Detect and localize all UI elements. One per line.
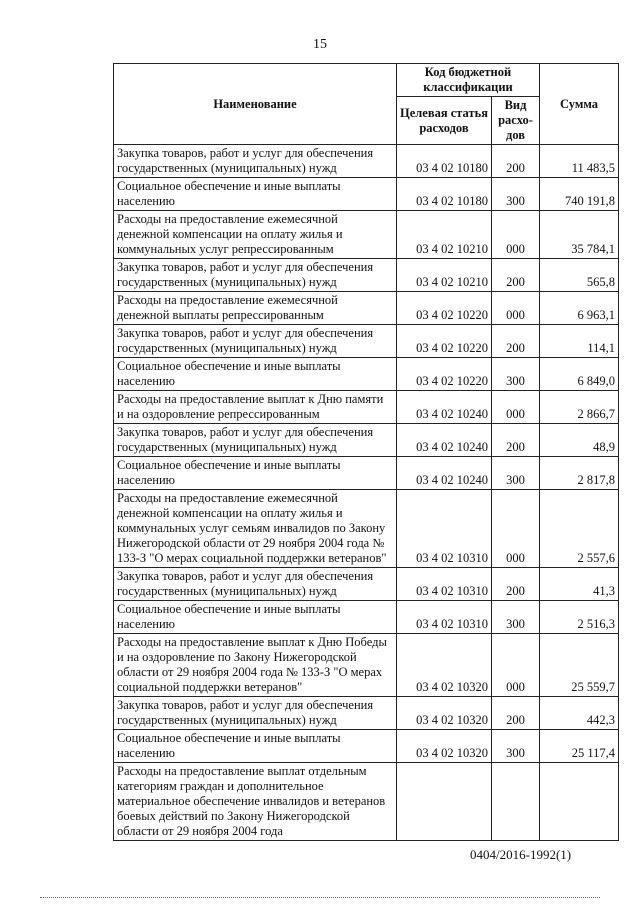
row-expense-type: 300 xyxy=(492,601,540,634)
table-row xyxy=(114,490,619,568)
row-name: Социальное обеспечение и иные выплаты населению xyxy=(114,178,397,211)
row-amount: 2 557,6 xyxy=(540,490,619,568)
row-expense-type: 000 xyxy=(492,391,540,424)
header-name: Наименование xyxy=(114,64,397,145)
table-row xyxy=(114,259,619,292)
table-row xyxy=(114,457,619,490)
row-expense-type: 000 xyxy=(492,490,540,568)
row-amount: 6 963,1 xyxy=(540,292,619,325)
row-target-article: 03 4 02 10310 xyxy=(397,601,492,634)
header-code-group: Код бюджетной классификации xyxy=(397,64,540,97)
row-name: Закупка товаров, работ и услуг для обеспечения государственных (муниципальных) нужд xyxy=(114,697,397,730)
row-amount: 25 117,4 xyxy=(540,730,619,763)
table-row xyxy=(114,292,619,325)
row-target-article: 03 4 02 10310 xyxy=(397,490,492,568)
table-row xyxy=(114,763,619,841)
row-amount: 25 559,7 xyxy=(540,634,619,697)
page-number: 15 xyxy=(313,37,327,52)
row-amount: 2 516,3 xyxy=(540,601,619,634)
row-target-article: 03 4 02 10240 xyxy=(397,424,492,457)
table-row xyxy=(114,634,619,697)
row-name: Социальное обеспечение и иные выплаты населению xyxy=(114,601,397,634)
row-target-article: 03 4 02 10210 xyxy=(397,259,492,292)
table-body xyxy=(114,145,619,841)
row-amount: 740 191,8 xyxy=(540,178,619,211)
row-expense-type: 200 xyxy=(492,325,540,358)
table-row xyxy=(114,211,619,259)
row-expense-type: 200 xyxy=(492,259,540,292)
row-amount: 2 817,8 xyxy=(540,457,619,490)
row-name: Расходы на предоставление выплат отдельным категориям граждан и дополнительное материальное обеспечение инвалидов и ветеранов боевых действий по Закону Нижегородской области от 29 ноября 2004 года xyxy=(114,763,397,841)
header-target-article: Целевая статья расходов xyxy=(397,97,492,145)
row-name: Закупка товаров, работ и услуг для обеспечения государственных (муниципальных) нужд xyxy=(114,145,397,178)
table-row xyxy=(114,601,619,634)
row-name: Расходы на предоставление ежемесячной денежной компенсации на оплату жилья и коммунальных услуг семьям инвалидов по Закону Нижегородской области от 29 ноября 2004 года № 133-З "О мерах социальной поддержки ветеранов" xyxy=(114,490,397,568)
row-amount: 114,1 xyxy=(540,325,619,358)
row-expense-type: 300 xyxy=(492,730,540,763)
row-amount: 48,9 xyxy=(540,424,619,457)
row-amount: 565,8 xyxy=(540,259,619,292)
row-target-article: 03 4 02 10220 xyxy=(397,292,492,325)
row-target-article: 03 4 02 10320 xyxy=(397,730,492,763)
row-expense-type: 300 xyxy=(492,358,540,391)
row-amount: 2 866,7 xyxy=(540,391,619,424)
document-number: 0404/2016-1992(1) xyxy=(470,847,572,862)
row-expense-type: 200 xyxy=(492,697,540,730)
table-row xyxy=(114,325,619,358)
row-expense-type: 000 xyxy=(492,211,540,259)
row-name: Закупка товаров, работ и услуг для обеспечения государственных (муниципальных) нужд xyxy=(114,424,397,457)
row-expense-type: 200 xyxy=(492,568,540,601)
row-target-article xyxy=(397,763,492,841)
row-target-article: 03 4 02 10220 xyxy=(397,325,492,358)
row-amount: 442,3 xyxy=(540,697,619,730)
row-expense-type: 300 xyxy=(492,457,540,490)
row-name: Закупка товаров, работ и услуг для обеспечения государственных (муниципальных) нужд xyxy=(114,259,397,292)
header-amount: Сумма xyxy=(540,64,619,145)
row-name: Социальное обеспечение и иные выплаты населению xyxy=(114,457,397,490)
page-edge-divider xyxy=(40,897,600,898)
row-name: Закупка товаров, работ и услуг для обеспечения государственных (муниципальных) нужд xyxy=(114,568,397,601)
row-expense-type xyxy=(492,763,540,841)
row-target-article: 03 4 02 10180 xyxy=(397,178,492,211)
row-amount: 11 483,5 xyxy=(540,145,619,178)
row-name: Закупка товаров, работ и услуг для обеспечения государственных (муниципальных) нужд xyxy=(114,325,397,358)
row-name: Расходы на предоставление ежемесячной денежной компенсации на оплату жилья и коммунальных услуг репрессированным xyxy=(114,211,397,259)
row-expense-type: 200 xyxy=(492,424,540,457)
row-target-article: 03 4 02 10320 xyxy=(397,697,492,730)
row-name: Расходы на предоставление ежемесячной денежной выплаты репрессированным xyxy=(114,292,397,325)
table-row xyxy=(114,145,619,178)
row-target-article: 03 4 02 10310 xyxy=(397,568,492,601)
row-amount: 35 784,1 xyxy=(540,211,619,259)
row-expense-type: 000 xyxy=(492,634,540,697)
table-row xyxy=(114,697,619,730)
row-target-article: 03 4 02 10240 xyxy=(397,457,492,490)
table-row xyxy=(114,178,619,211)
row-target-article: 03 4 02 10240 xyxy=(397,391,492,424)
row-name: Расходы на предоставление выплат к Дню Победы и на оздоровление по Закону Нижегородской области от 29 ноября 2004 года № 133-З "О мерах социальной поддержки ветеранов" xyxy=(114,634,397,697)
row-amount: 6 849,0 xyxy=(540,358,619,391)
table-header xyxy=(114,64,619,145)
table-row xyxy=(114,730,619,763)
row-expense-type: 000 xyxy=(492,292,540,325)
row-expense-type: 300 xyxy=(492,178,540,211)
row-name: Социальное обеспечение и иные выплаты населению xyxy=(114,358,397,391)
row-target-article: 03 4 02 10180 xyxy=(397,145,492,178)
row-amount xyxy=(540,763,619,841)
table-row xyxy=(114,358,619,391)
table-row xyxy=(114,424,619,457)
header-expense-type: Вид расхо-дов xyxy=(492,97,540,145)
row-expense-type: 200 xyxy=(492,145,540,178)
row-amount: 41,3 xyxy=(540,568,619,601)
row-name: Социальное обеспечение и иные выплаты населению xyxy=(114,730,397,763)
row-target-article: 03 4 02 10320 xyxy=(397,634,492,697)
table-row xyxy=(114,391,619,424)
table-row xyxy=(114,568,619,601)
budget-table xyxy=(113,63,619,841)
row-target-article: 03 4 02 10210 xyxy=(397,211,492,259)
row-name: Расходы на предоставление выплат к Дню памяти и на оздоровление репрессированным xyxy=(114,391,397,424)
row-target-article: 03 4 02 10220 xyxy=(397,358,492,391)
